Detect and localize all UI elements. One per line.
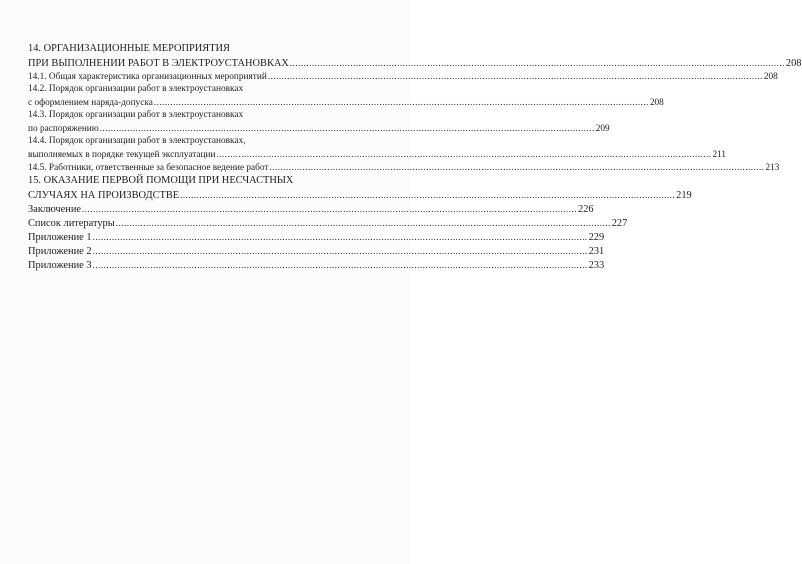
toc-page-number: 208 <box>649 98 664 108</box>
toc-entry-references <box>28 216 628 230</box>
toc-entry-title-line: Приложение 3 <box>28 260 92 271</box>
toc-leader-dots <box>82 202 577 216</box>
toc-page-number: 226 <box>578 204 594 215</box>
toc-entry-title-line: ПРИ ВЫПОЛНЕНИИ РАБОТ В ЭЛЕКТРОУСТАНОВКАХ <box>28 58 289 69</box>
toc-page-number: 231 <box>588 246 605 257</box>
toc-entry-section-15 <box>28 174 692 202</box>
toc-entry-title-line: Приложение 1 <box>28 232 92 243</box>
toc-entry-14-3 <box>28 109 610 135</box>
toc-entry-title-line: Заключение <box>28 204 81 215</box>
toc-entry-title-line: 14. ОРГАНИЗАЦИОННЫЕ МЕРОПРИЯТИЯ <box>28 43 230 54</box>
toc-leader-dots <box>154 96 649 109</box>
toc-entry-title-line: по распоряжению <box>28 124 99 134</box>
toc-leader-dots <box>100 122 595 135</box>
toc-page-number: 227 <box>611 218 628 229</box>
toc-entry-title-line: 14.1. Общая характеристика организационных мероприятий <box>28 72 267 82</box>
toc-entry-title-line: 14.2. Порядок организации работ в электроустановках <box>28 84 244 94</box>
toc-page-number: 208 <box>785 58 802 69</box>
toc-page-number: 209 <box>595 124 610 134</box>
toc-entry-title-line: 14.4. Порядок организации работ в электроустановках, <box>28 136 246 146</box>
toc-entry-appendix-2 <box>28 244 605 258</box>
toc-entry-title-line: Приложение 2 <box>28 246 92 257</box>
toc-leader-dots <box>93 258 588 272</box>
toc-entry-title-line: 14.5. Работники, ответственные за безопасное ведение работ <box>28 163 269 173</box>
toc-entry-title-line: Список литературы <box>28 218 115 229</box>
toc-entry-14-1 <box>28 70 778 83</box>
toc-entry-title-line: выполняемых в порядке текущей эксплуатации <box>28 150 216 160</box>
toc-page-number: 213 <box>765 163 780 173</box>
toc-entry-title-line: СЛУЧАЯХ НА ПРОИЗВОДСТВЕ <box>28 190 180 201</box>
toc-entry-14-2 <box>28 83 664 109</box>
toc-entry-title-line: с оформлением наряда-допуска <box>28 98 153 108</box>
toc-entry-conclusion <box>28 202 594 216</box>
toc-entry-appendix-1 <box>28 230 605 244</box>
toc-entry-title-line: 14.3. Порядок организации работ в электроустановках <box>28 110 244 120</box>
toc-leader-dots <box>180 188 675 202</box>
toc-page-number: 211 <box>712 150 727 160</box>
toc-page-number: 233 <box>588 260 605 271</box>
toc-entry-14-4 <box>28 135 727 161</box>
toc-leader-dots <box>290 56 785 70</box>
toc-leader-dots <box>270 161 765 174</box>
toc-page-number: 229 <box>588 232 605 243</box>
toc-entry-title-line: 15. ОКАЗАНИЕ ПЕРВОЙ ПОМОЩИ ПРИ НЕСЧАСТНЫХ <box>28 175 294 186</box>
toc-leader-dots <box>93 230 588 244</box>
table-of-contents <box>28 42 802 272</box>
toc-leader-dots <box>93 244 588 258</box>
toc-entry-14-5 <box>28 161 780 174</box>
toc-leader-dots <box>216 148 711 161</box>
toc-page-number: 208 <box>763 72 778 82</box>
toc-entry-appendix-3 <box>28 258 605 272</box>
toc-entry-section-14 <box>28 42 802 70</box>
toc-leader-dots <box>268 70 763 83</box>
toc-leader-dots <box>116 216 611 230</box>
toc-page-number: 219 <box>676 190 692 201</box>
